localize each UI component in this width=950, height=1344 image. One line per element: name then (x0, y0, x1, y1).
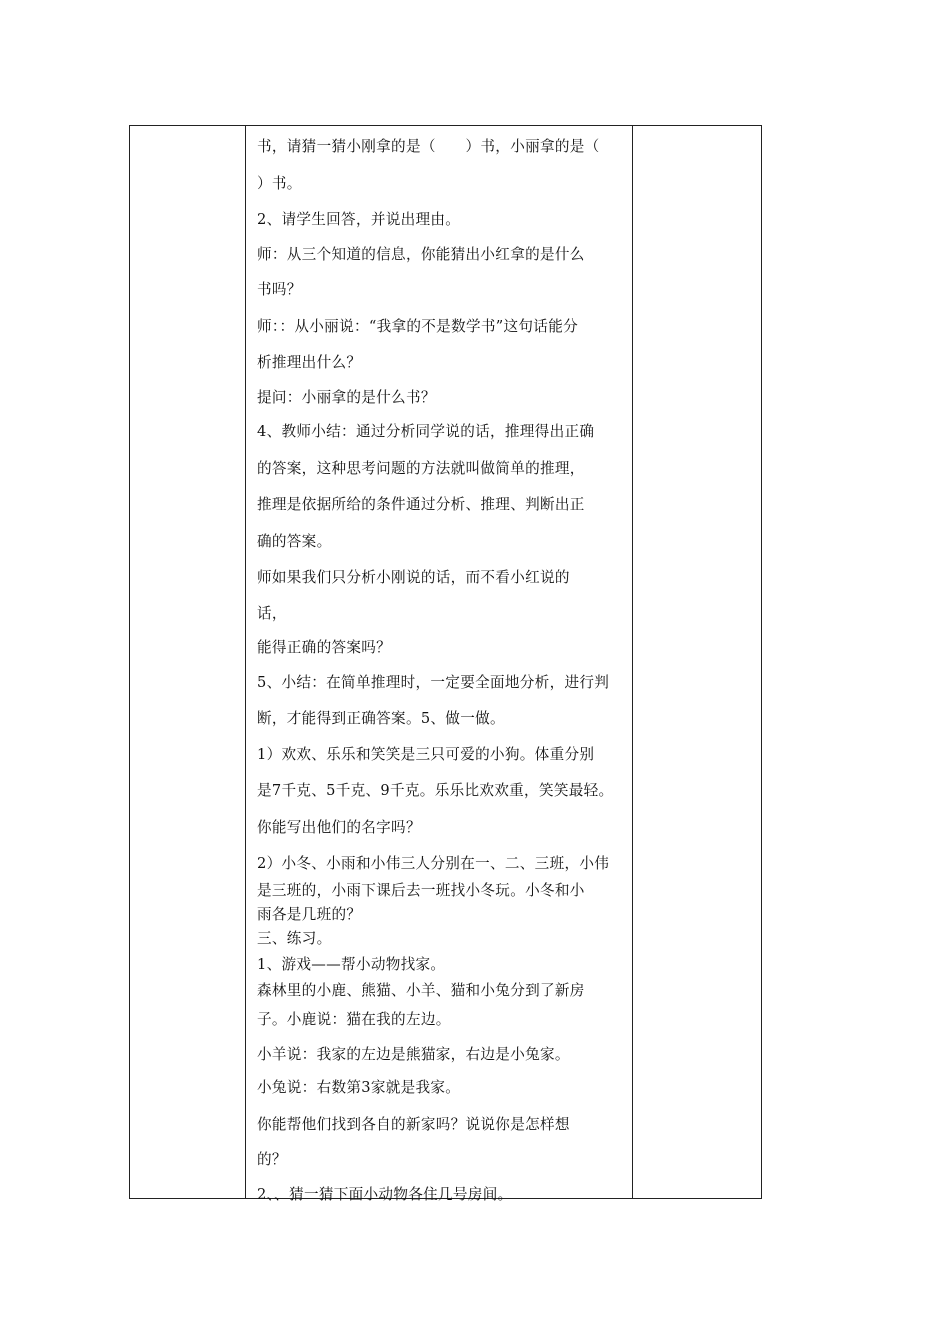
text-line: 断，才能得到正确答案。5、做一做。 (257, 710, 505, 727)
text-line: 书，请猜一猜小刚拿的是（ ）书，小丽拿的是（ (257, 138, 600, 155)
text-line: 森林里的小鹿、熊猫、小羊、猫和小兔分到了新房 (257, 982, 585, 999)
text-line: 4、教师小结：通过分析同学说的话，推理得出正确 (257, 423, 595, 440)
text-line: 师如果我们只分析小刚说的话，而不看小红说的 (257, 569, 570, 586)
text-line: 1）欢欢、乐乐和笑笑是三只可爱的小狗。体重分别 (257, 746, 595, 763)
text-line: 是三班的，小雨下课后去一班找小冬玩。小冬和小 (257, 882, 585, 899)
text-line: 2、请学生回答，并说出理由。 (257, 211, 461, 228)
text-line: 三、练习。 (257, 930, 332, 947)
text-line: 师：：从小丽说：“我拿的不是数学书”这句话能分 (257, 318, 578, 335)
text-line: 1、游戏——帮小动物找家。 (257, 956, 446, 973)
text-line: 你能写出他们的名字吗？ (257, 819, 421, 836)
text-line: 小兔说：右数第3家就是我家。 (257, 1079, 461, 1096)
text-line: ）书。 (257, 175, 302, 192)
column-divider-left (245, 126, 246, 1198)
text-line: 是7千克、5千克、9千克。乐乐比欢欢重，笑笑最轻。 (257, 782, 614, 799)
text-line: 的答案，这种思考问题的方法就叫做简单的推理， (257, 460, 585, 477)
text-line: 子。小鹿说：猫在我的左边。 (257, 1011, 451, 1028)
text-line: 雨各是几班的？ (257, 906, 362, 923)
text-line: 提问：小丽拿的是什么书？ (257, 389, 436, 406)
text-line: 2）小冬、小雨和小伟三人分别在一、二、三班，小伟 (257, 855, 610, 872)
text-line: 5、小结：在简单推理时，一定要全面地分析，进行判 (257, 674, 610, 691)
text-line: 2、、猜一猜下面小动物各住几号房间。 (257, 1186, 513, 1203)
text-line: 能得正确的答案吗？ (257, 639, 392, 656)
column-divider-right (632, 126, 633, 1198)
lesson-content-cell (257, 126, 631, 1203)
text-line: 你能帮他们找到各自的新家吗？说说你是怎样想 (257, 1116, 570, 1133)
text-line: 推理是依据所给的条件通过分析、推理、判断出正 (257, 496, 585, 513)
text-line: 小羊说：我家的左边是熊猫家，右边是小兔家。 (257, 1046, 570, 1063)
text-line: 话， (257, 605, 287, 622)
text-line: 师：从三个知道的信息，你能猜出小红拿的是什么 (257, 246, 585, 263)
text-line: 确的答案。 (257, 533, 332, 550)
text-line: 析推理出什么？ (257, 354, 362, 371)
lesson-table (129, 125, 762, 1203)
text-line: 书吗？ (257, 281, 302, 298)
text-line: 的？ (257, 1151, 287, 1168)
